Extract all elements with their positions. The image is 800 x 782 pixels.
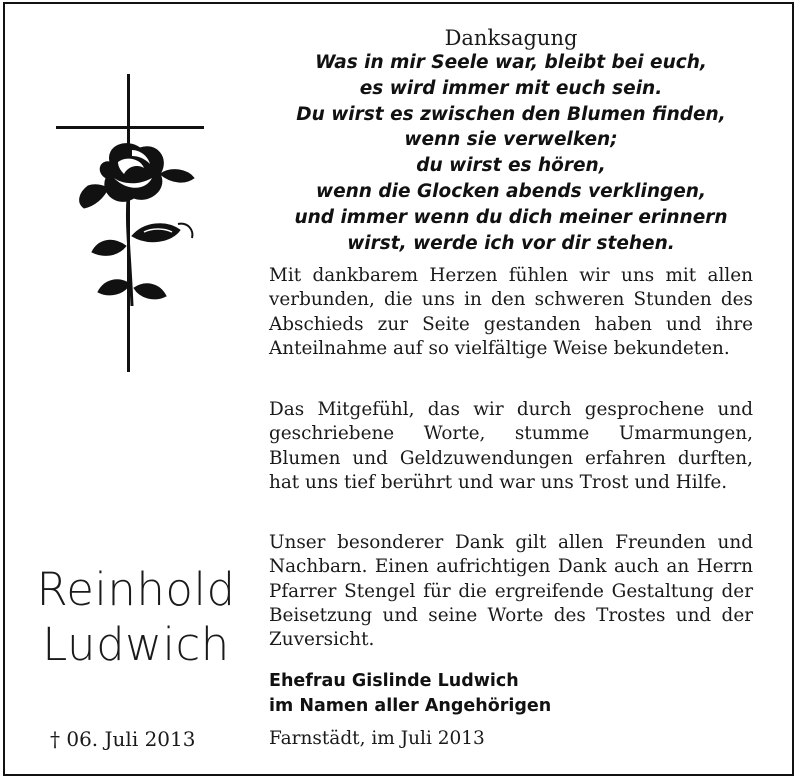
- poem-line: und immer wenn du dich meiner erinnern: [294, 206, 728, 228]
- deceased-first-name: Reinhold: [36, 563, 236, 616]
- place-and-date: Farnstädt, im Juli 2013: [269, 728, 485, 749]
- notice-heading: Danksagung: [444, 26, 578, 50]
- thanks-paragraph: Unser besonderer Dank gilt allen Freunden und Nachbarn. Einen aufrichtigen Dank auch an Herrn Pfarrer Stengel für die ergreifende Gestaltung der Beisetzung und seine Worte des Trostes und der Zuversicht.: [269, 532, 753, 651]
- poem-line: wenn sie verwelken;: [404, 129, 618, 151]
- cross-with-rose: [48, 66, 218, 376]
- thanks-paragraph: Mit dankbarem Herzen fühlen wir uns mit allen verbunden, die uns in den schweren Stunden des Abschieds zur Seite gestanden haben und ihre Anteilnahme auf so vielfältige Weise bekundeten.: [269, 265, 753, 359]
- poem-line: es wird immer mit euch sein.: [359, 77, 663, 99]
- thanks-paragraph: Das Mitgefühl, das wir durch gesprochene und geschriebene Worte, stumme Umarmungen, Blumen und Geldzuwendungen erfahren durften, hat uns tief berührt und war uns Trost und Hilfe.: [269, 399, 753, 493]
- poem-line: du wirst es hören,: [416, 155, 606, 177]
- poem-line: Was in mir Seele war, bleibt bei euch,: [315, 52, 707, 73]
- signature-line: Ehefrau Gislinde Ludwich: [269, 671, 519, 691]
- poem-line: wirst, werde ich vor dir stehen.: [347, 232, 675, 254]
- death-date: † 06. Juli 2013: [50, 727, 196, 751]
- poem-line: wenn die Glocken abends verklingen,: [315, 180, 706, 202]
- rose-icon: [80, 144, 194, 306]
- deceased-last-name: Ludwich: [42, 618, 230, 671]
- poem: [269, 50, 753, 256]
- signature-line: im Namen aller Angehörigen: [269, 696, 552, 716]
- poem-line: Du wirst es zwischen den Blumen finden,: [296, 103, 726, 125]
